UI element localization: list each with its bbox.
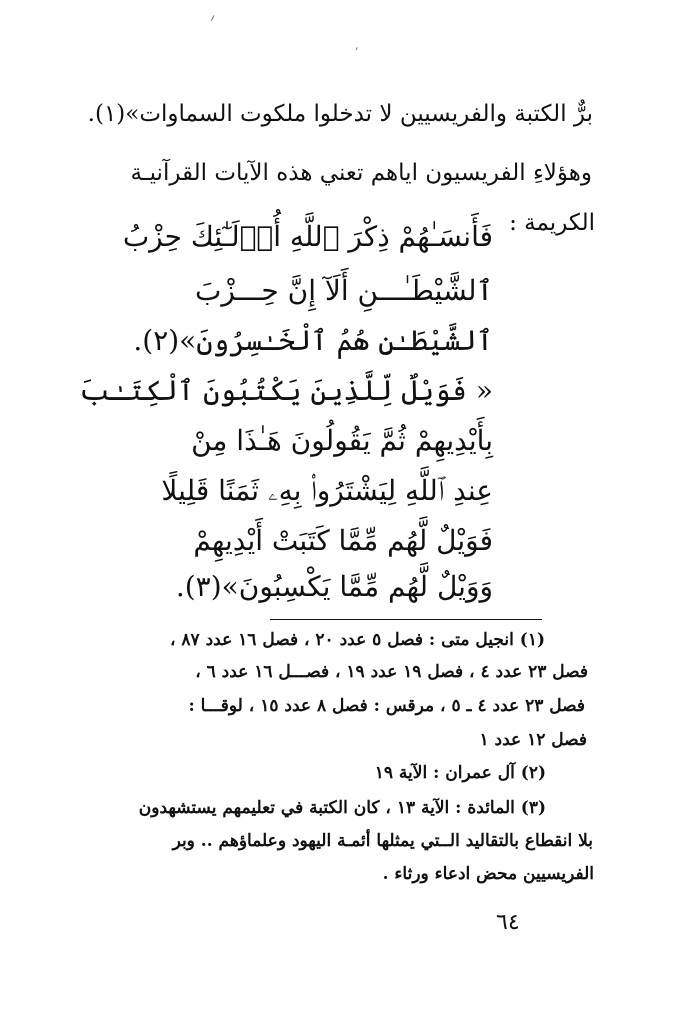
footnote-line-5: (٢) آل عمران : الآية ١٩: [374, 763, 546, 783]
quran-line-2: ٱلشَّيْطَـٰـــنِ أَلَآ إِنَّ حِـــزْبَ: [195, 274, 493, 307]
body-line-3: الكريمة :: [509, 210, 595, 236]
quran-line-6: عِندِ ٱللَّهِ لِيَشْتَرُوا۟ بِهِۦ ثَمَنًا قَلِيلًا: [161, 474, 493, 507]
footnote-separator: [270, 619, 542, 620]
footnote-line-4: فصل ١٢ عدد ١: [479, 730, 587, 750]
footnote-line-6: (٣) المائدة : الآية ١٣ ، كان الكتبة في تعليمهم يستشهدون: [138, 798, 546, 818]
quran-line-7: فَوَيْلٌ لَّهُم مِّمَّا كَتَبَتْ أَيْدِيهِمْ: [193, 524, 493, 557]
quran-line-4: « فَوَيْلٌ لِّلَّذِينَ يَكْتُبُونَ ٱلْكِتَـٰبَ: [79, 374, 493, 407]
scan-speck: [356, 47, 362, 52]
footnote-line-3: فصل ٢٣ عدد ٤ ـ ٥ ، مرقس : فصل ٨ عدد ١٥ ، لوقـــا :: [188, 696, 585, 716]
quran-line-8: وَوَيْلٌ لَّهُم مِّمَّا يَكْسِبُونَ»(٣).: [175, 570, 493, 603]
footnote-line-1: (١) انجيل متى : فصل ٥ عدد ٢٠ ، فصل ١٦ عدد ٨٧ ،: [170, 630, 545, 650]
body-line-1: برٌّ الكتبة والفريسيين لا تدخلوا ملكوت السماوات»(١).: [87, 101, 593, 127]
footnote-line-8: الفريسيين محض ادعاء ورثاء .: [382, 864, 594, 884]
quran-line-1: فَأَنسَـٰهُمْ ذِكْرَ ٱللَّهِ أُو۟لَـٰٓئِكَ حِزْبُ: [122, 220, 493, 253]
scan-speck: [211, 15, 218, 23]
footnote-line-7: بلا انقطاع بالتقاليد الــتي يمثلها أئمـة اليهود وعلماؤهم .. وبر: [172, 831, 593, 851]
quran-line-5: بِأَيْدِيهِمْ ثُمَّ يَقُولُونَ هَـٰذَا مِنْ: [191, 424, 493, 457]
quran-line-3: ٱلشَّيْطَـٰنِ هُمُ ٱلْخَـٰسِرُونَ»(٢).: [133, 324, 493, 357]
body-line-2: وهؤلاءِ الفريسيون اياهم تعني هذه الآيات القرآنيـة: [130, 160, 592, 186]
footnote-line-2: فصل ٢٣ عدد ٤ ، فصل ١٩ عدد ١٩ ، فصـــل ١٦ عدد ٦ ،: [195, 662, 588, 682]
page-number: ٦٤: [496, 910, 520, 935]
